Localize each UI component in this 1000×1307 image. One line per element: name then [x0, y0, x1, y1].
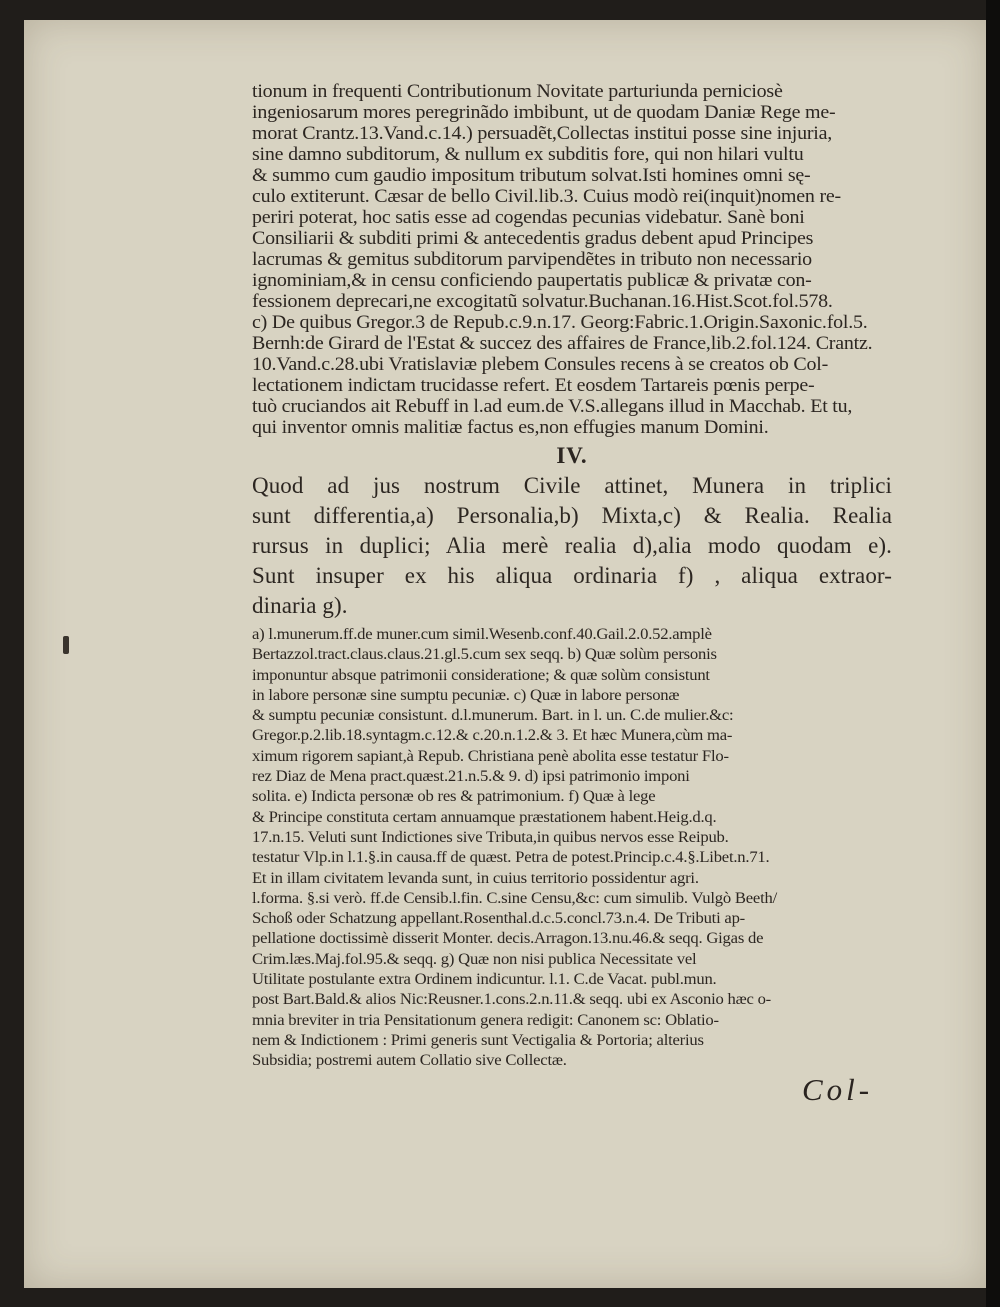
text-line: 10.Vand.c.28.ubi Vratislaviæ plebem Consules recens à se creatos ob Col- — [252, 355, 829, 375]
upper-paragraph — [252, 82, 892, 439]
text-line: lacrumas & gemitus subditorum parvipendẽtes in tributo non necessario — [252, 250, 812, 270]
note-line: nem & Indictionem : Primi generis sunt Vectigalia & Portoria; alterius — [252, 1031, 704, 1049]
note-line: Et in illam civitatem levanda sunt, in cuius territorio possidentur agri. — [252, 869, 699, 887]
text-line: lectationem indictam trucidasse refert. Et eosdem Tartareis pœnis perpe- — [252, 376, 815, 396]
scan-edge — [986, 0, 1000, 1307]
note-line: in labore personæ sine sumptu pecuniæ. c) Quæ in labore personæ — [252, 686, 680, 704]
text-line: ignominiam,& in censu conficiendo paupertatis publicæ & privatæ con- — [252, 271, 812, 291]
notes-paragraph — [252, 625, 892, 1072]
text-line: & summo cum gaudio impositum tributum solvat.Isti homines omni sę- — [252, 166, 811, 186]
note-line: l.forma. §.si verò. ff.de Censib.l.fin. C.sine Censu,&c: cum simulib. Vulgò Beeth/ — [252, 889, 777, 907]
note-line: imponuntur absque patrimonii consideratione; & quæ solùm consistunt — [252, 666, 710, 684]
note-line: ximum rigorem sapiant,à Repub. Christiana penè abolita esse testatur Flo- — [252, 747, 729, 765]
note-line: Bertazzol.tract.claus.claus.21.gl.5.cum sex seqq. b) Quæ solùm personis — [252, 646, 717, 664]
text-line: morat Crantz.13.Vand.c.14.) persuadẽt,Collectas institui posse sine injuria, — [252, 124, 833, 144]
text-line: sine damno subditorum, & nullum ex subditis fore, qui non hilari vultu — [252, 145, 804, 165]
text-line: qui inventor omnis malitiæ factus es,non effugies manum Domini. — [252, 418, 769, 438]
main-paragraph — [252, 471, 892, 621]
note-line: & Principe constituta certam annuamque præstationem habent.Heig.d.q. — [252, 808, 717, 826]
text-line: ingeniosarum mores peregrinãdo imbibunt, ut de quodam Daniæ Rege me- — [252, 103, 836, 123]
note-line: Crim.læs.Maj.fol.95.& seqq. g) Quæ non nisi publica Necessitate vel — [252, 950, 697, 968]
text-line: dinaria g). — [252, 593, 348, 618]
note-line: testatur Vlp.in l.1.§.in causa.ff de quæst. Petra de potest.Princip.c.4.§.Libet.n.71. — [252, 849, 770, 867]
note-line: Utilitate postulante extra Ordinem indicuntur. l.1. C.de Vacat. publ.mun. — [252, 971, 717, 989]
note-line: 17.n.15. Veluti sunt Indictiones sive Tributa,in quibus nervos esse Reipub. — [252, 828, 729, 846]
page-text — [252, 82, 892, 1072]
text-line: Quod ad jus nostrum Civile attinet, Munera in triplici — [252, 473, 892, 498]
note-line: Gregor.p.2.lib.18.syntagm.c.12.& c.20.n.1.2.& 3. Et hæc Munera,cùm ma- — [252, 727, 733, 745]
note-line: solita. e) Indicta personæ ob res & patrimonium. f) Quæ à lege — [252, 788, 656, 806]
text-line: periri poterat, hoc satis esse ad cogendas pecunias videbatur. Sanè boni — [252, 208, 805, 228]
text-line: tionum in frequenti Contributionum Novitate parturiunda perniciosè — [252, 82, 783, 102]
text-line: sunt differentia,a) Personalia,b) Mixta,c) & Realia. Realia — [252, 503, 892, 528]
text-line: rursus in duplici; Alia merè realia d),alia modo quodam e). — [252, 533, 892, 558]
text-line: c) De quibus Gregor.3 de Repub.c.9.n.17. Georg:Fabric.1.Origin.Saxonic.fol.5. — [252, 313, 868, 333]
text-line: Consiliarii & subditi primi & antecedentis gradus debent apud Principes — [252, 229, 814, 249]
catchword: Col- — [802, 1072, 874, 1107]
text-line: Bernh:de Girard de l'Estat & succez des affaires de France,lib.2.fol.124. Crantz. — [252, 334, 873, 354]
note-line: Subsidia; postremi autem Collatio sive Collectæ. — [252, 1052, 567, 1070]
text-line: Sunt insuper ex his aliqua ordinaria f) , aliqua extraor- — [252, 563, 892, 588]
note-line: pellatione doctissimè disserit Monter. decis.Arragon.13.nu.46.& seqq. Gigas de — [252, 930, 764, 948]
note-line: a) l.munerum.ff.de muner.cum simil.Wesenb.conf.40.Gail.2.0.52.amplè — [252, 626, 712, 643]
note-line: Schoß oder Schatzung appellant.Rosenthal.d.c.5.concl.73.n.4. De Tributi ap- — [252, 910, 745, 928]
note-line: rez Diaz de Mena pract.quæst.21.n.5.& 9. d) ipsi patrimonio imponi — [252, 768, 690, 786]
section-heading: IV. — [556, 443, 588, 468]
text-line: tuò cruciandos ait Rebuff in l.ad eum.de V.S.allegans illud in Macchab. Et tu, — [252, 397, 853, 417]
text-line: fessionem deprecari,ne excogitatũ solvatur.Buchanan.16.Hist.Scot.fol.578. — [252, 292, 833, 312]
note-line: mnia breviter in tria Pensitationum genera redigit: Canonem sc: Oblatio- — [252, 1011, 719, 1029]
text-line: culo extiterunt. Cæsar de bello Civil.lib.3. Cuius modò rei(inquit)nomen re- — [252, 187, 842, 207]
note-line: & sumptu pecuniæ consistunt. d.l.munerum. Bart. in l. un. C.de mulier.&c: — [252, 707, 734, 725]
margin-mark — [63, 636, 69, 654]
note-line: post Bart.Bald.& alios Nic:Reusner.1.cons.2.n.11.& seqq. ubi ex Asconio hæc o- — [252, 991, 772, 1009]
